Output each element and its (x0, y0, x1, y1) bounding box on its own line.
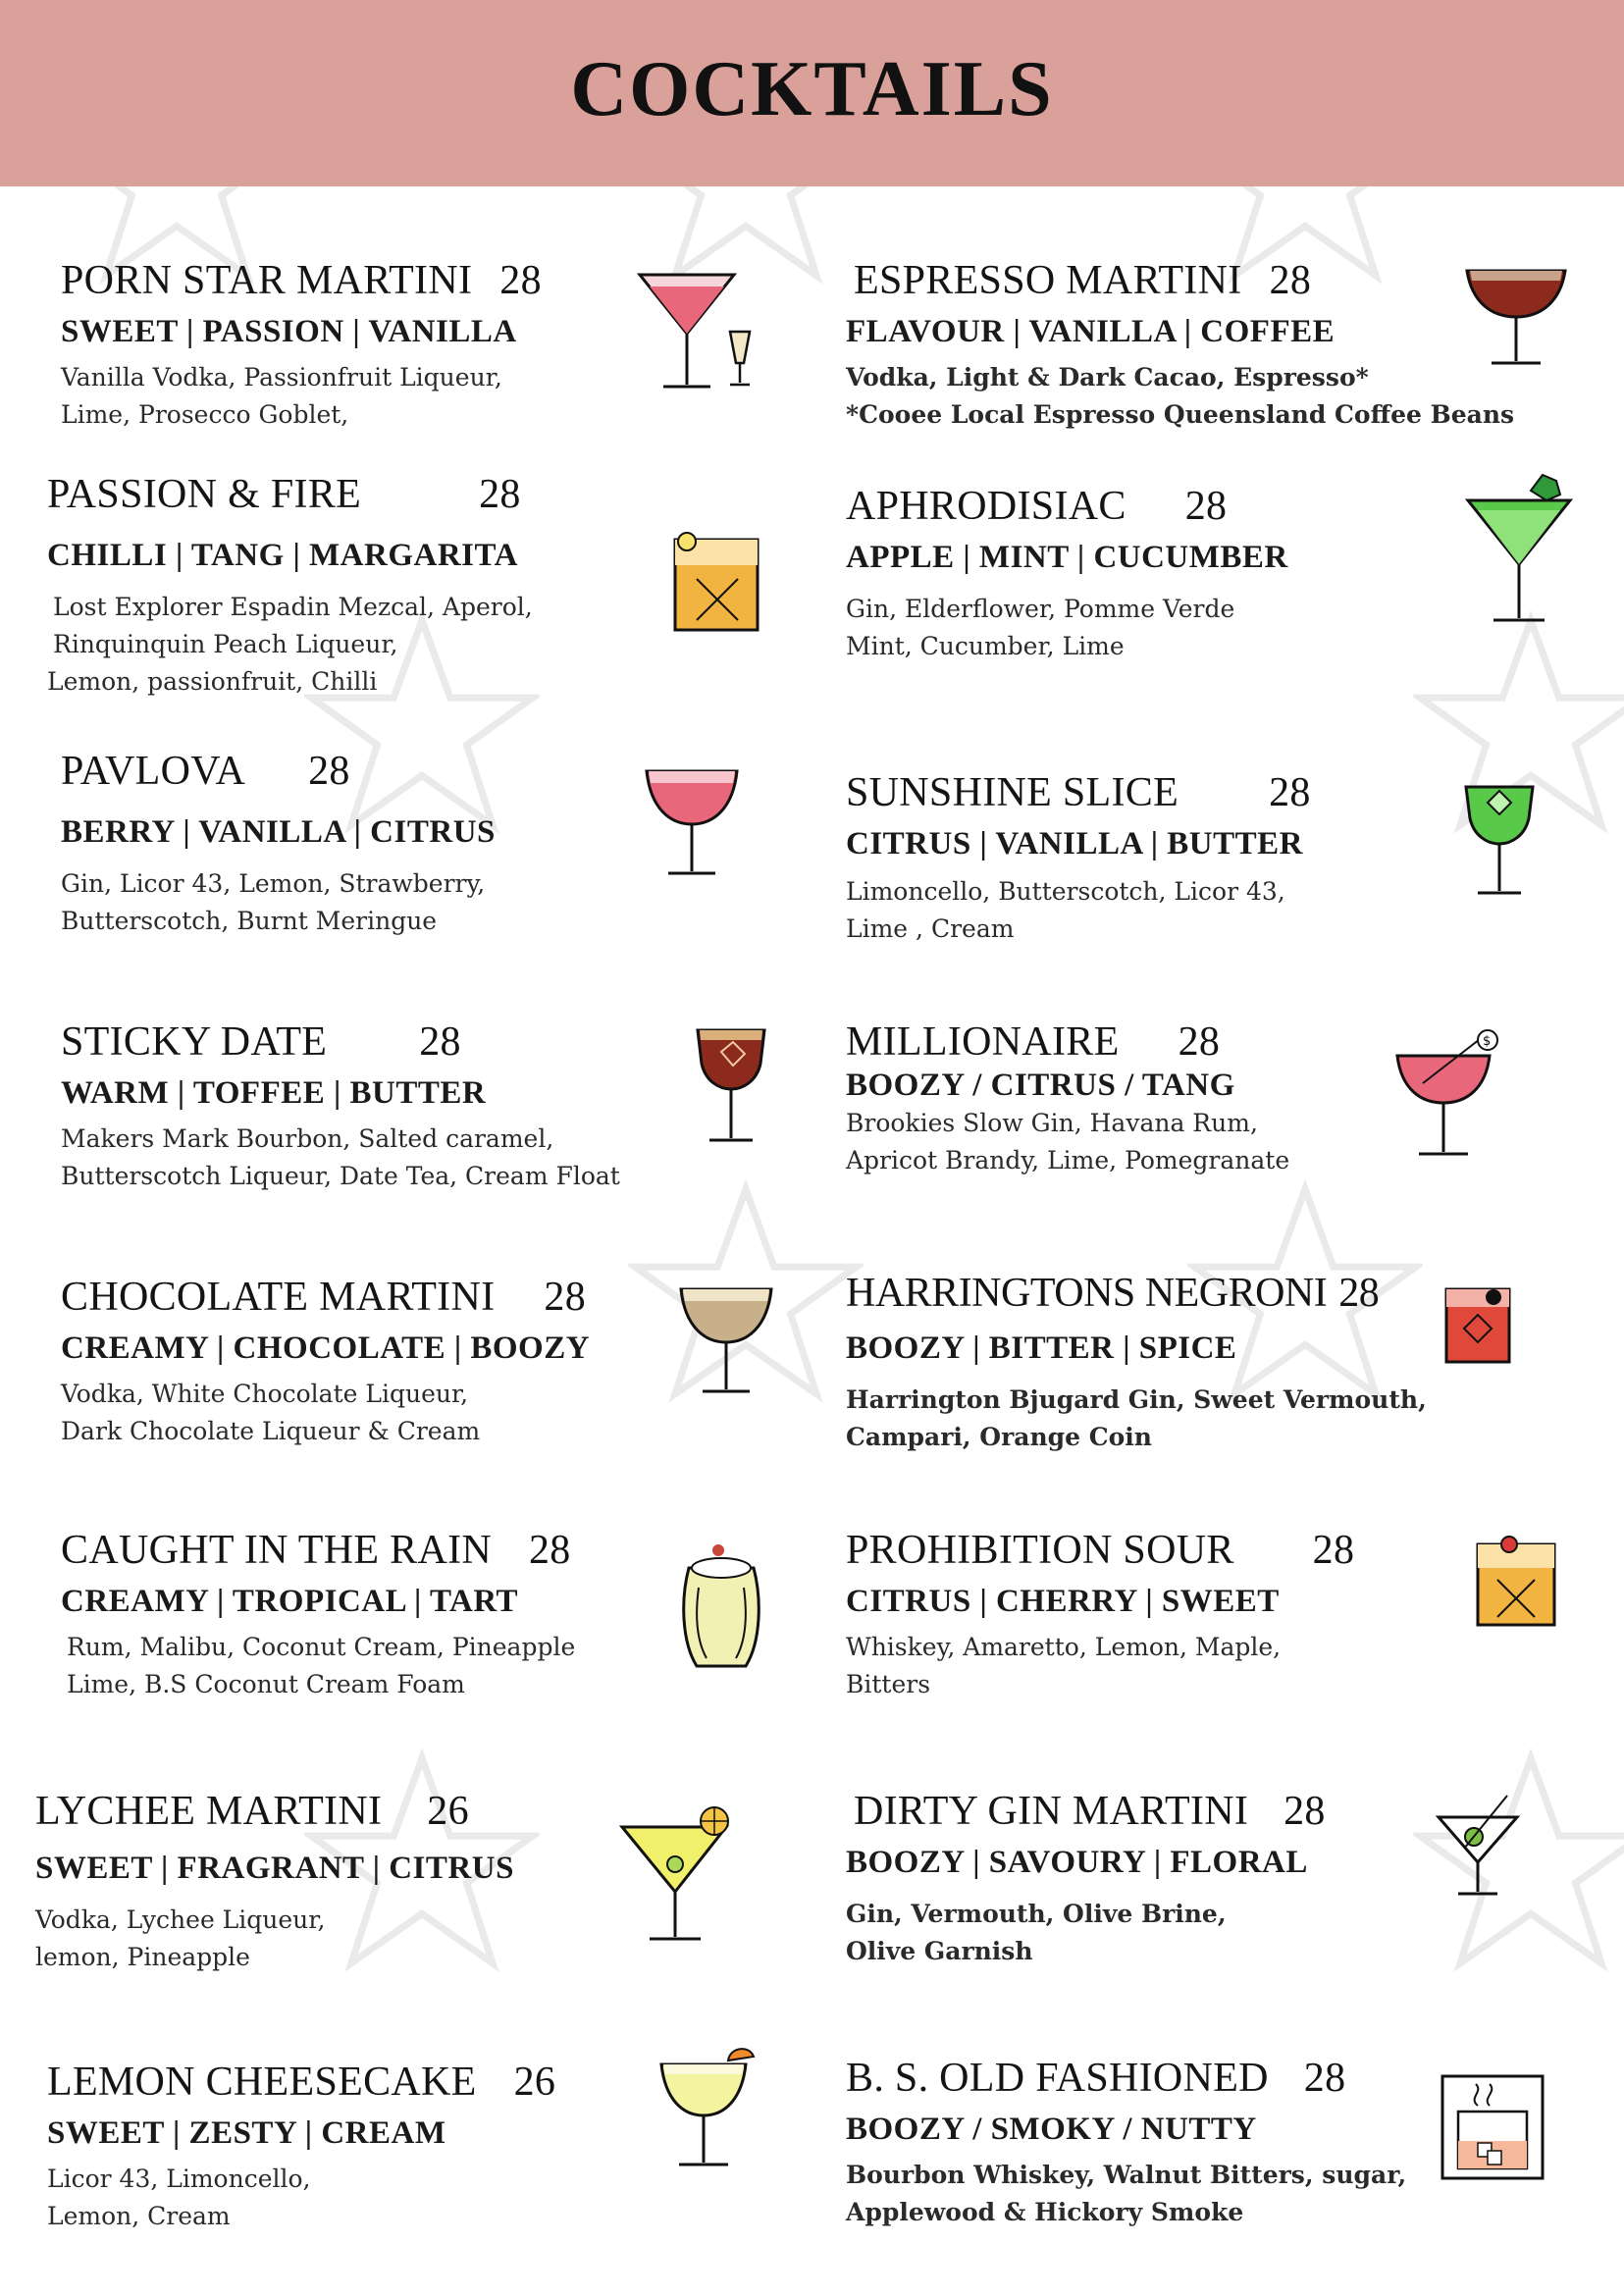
item-price: 28 (1283, 1789, 1326, 1834)
menu-item (61, 1274, 590, 1450)
item-price: 28 (479, 472, 521, 517)
item-description: Vanilla Vodka, Passionfruit Liqueur, Lime, Prosecco Goblet, (61, 363, 502, 429)
item-tags: BOOZY / CITRUS / TANG (846, 1068, 1235, 1103)
page-title: COCKTAILS (570, 46, 1054, 132)
coupe-glass-icon (677, 1281, 775, 1399)
martini-with-shot-icon (628, 265, 765, 392)
menu-item (846, 1788, 1326, 1970)
item-price: 26 (513, 2060, 556, 2105)
martini-glass-mint-icon (1462, 471, 1580, 628)
item-price: 28 (1312, 1528, 1355, 1573)
item-tags: CREAMY | CHOCOLATE | BOOZY (61, 1331, 591, 1366)
menu-item (846, 257, 1514, 434)
menu-item (846, 1527, 1354, 1703)
item-description: Gin, Elderflower, Pomme Verde Mint, Cucumber, Lime (846, 595, 1235, 660)
item-description: Gin, Licor 43, Lemon, Strawberry, Butterscotch, Burnt Meringue (61, 869, 486, 935)
menu-item (846, 1270, 1427, 1456)
martini-glass-lemon-icon (618, 1798, 736, 1945)
item-name: PORN STAR MARTINI (61, 258, 473, 303)
item-name: CAUGHT IN THE RAIN (61, 1528, 492, 1573)
item-name: PASSION & FIRE (47, 472, 362, 517)
coupe-glass-coin-icon (1393, 1026, 1501, 1164)
item-price: 28 (544, 1275, 586, 1320)
item-price: 28 (1269, 258, 1312, 303)
item-name: LEMON CHEESECAKE (47, 2060, 477, 2105)
item-price: 28 (499, 258, 542, 303)
svg-text:$: $ (1483, 1034, 1492, 1049)
item-tags: CREAMY | TROPICAL | TART (61, 1584, 519, 1619)
item-price: 28 (529, 1528, 571, 1573)
item-name: CHOCOLATE MARTINI (61, 1275, 496, 1320)
item-price: 28 (1269, 770, 1311, 815)
item-price: 28 (308, 749, 350, 794)
menu-item (846, 769, 1311, 948)
item-description: Gin, Vermouth, Olive Brine, Olive Garnish (846, 1900, 1227, 1965)
item-tags: APPLE | MINT | CUCUMBER (846, 540, 1288, 575)
item-price: 28 (1303, 2056, 1346, 2101)
item-name: APHRODISIAC (846, 484, 1126, 529)
menu-item (846, 483, 1288, 665)
menu-item (61, 748, 496, 940)
item-tags: BOOZY | BITTER | SPICE (846, 1331, 1237, 1366)
nick-and-nora-glass-icon (1460, 781, 1539, 904)
item-description: Lost Explorer Espadin Mezcal, Aperol, Rinquinquin Peach Liqueur, Lemon, passionfruit, Chilli (47, 593, 533, 696)
tiki-glass-icon (677, 1539, 765, 1676)
item-name: B. S. OLD FASHIONED (846, 2056, 1269, 2101)
item-description: Bourbon Whiskey, Walnut Bitters, sugar, Applewood & Hickory Smoke (846, 2161, 1407, 2226)
item-description: Limoncello, Butterscotch, Licor 43, Lime , Cream (846, 877, 1285, 943)
menu-item (47, 471, 533, 701)
item-description: Makers Mark Bourbon, Salted caramel, Butterscotch Liqueur, Date Tea, Cream Float (61, 1124, 620, 1190)
item-price: 28 (1338, 1271, 1380, 1316)
item-tags: SWEET | FRAGRANT | CITRUS (35, 1851, 514, 1886)
coupe-glass-orange-icon (655, 2041, 763, 2174)
item-tags: BOOZY / SMOKY / NUTTY (846, 2112, 1257, 2147)
item-description: Harrington Bjugard Gin, Sweet Vermouth, Campari, Orange Coin (846, 1385, 1427, 1451)
coupe-glass-icon (643, 763, 741, 881)
rocks-glass-ice-icon (1442, 1283, 1513, 1368)
item-description: Brookies Slow Gin, Havana Rum, Apricot Brandy, Lime, Pomegranate (846, 1109, 1290, 1174)
item-tags: SWEET | ZESTY | CREAM (47, 2115, 446, 2151)
item-tags: CITRUS | VANILLA | BUTTER (846, 826, 1303, 861)
rocks-glass-icon (667, 530, 765, 638)
item-tags: CHILLI | TANG | MARGARITA (47, 538, 518, 573)
item-name: HARRINGTONS NEGRONI (846, 1271, 1328, 1316)
martini-glass-olive-icon (1435, 1792, 1523, 1900)
item-description: Vodka, Lychee Liqueur, lemon, Pineapple (35, 1905, 326, 1971)
item-description: Vodka, White Chocolate Liqueur, Dark Chocolate Liqueur & Cream (61, 1380, 481, 1445)
menu-item (47, 2059, 555, 2235)
menu-item (61, 257, 542, 434)
menu-item (846, 1018, 1289, 1179)
item-description: Rum, Malibu, Coconut Cream, Pineapple Lime, B.S Coconut Cream Foam (67, 1633, 576, 1698)
menu-item (61, 1527, 575, 1703)
item-tags: WARM | TOFFEE | BUTTER (61, 1075, 487, 1111)
coupe-glass-icon (1462, 263, 1570, 371)
item-name: ESPRESSO MARTINI (854, 258, 1242, 303)
item-name: PAVLOVA (61, 749, 246, 794)
item-tags: FLAVOUR | VANILLA | COFFEE (846, 314, 1336, 349)
item-price: 28 (1178, 1019, 1221, 1065)
item-price: 26 (427, 1789, 469, 1834)
item-tags: SWEET | PASSION | VANILLA (61, 314, 517, 349)
item-name: DIRTY GIN MARTINI (854, 1789, 1249, 1834)
item-name: LYCHEE MARTINI (35, 1789, 383, 1834)
header-banner (0, 0, 1624, 186)
item-price: 28 (1184, 484, 1228, 529)
smoked-rocks-glass-icon (1439, 2072, 1546, 2182)
menu-item (846, 2055, 1406, 2231)
item-tags: BOOZY | SAVOURY | FLORAL (846, 1845, 1308, 1880)
item-description: Whiskey, Amaretto, Lemon, Maple, Bitters (846, 1633, 1282, 1698)
rocks-glass-cherry-icon (1472, 1533, 1560, 1631)
item-name: PROHIBITION SOUR (846, 1528, 1234, 1573)
item-description: Licor 43, Limoncello, Lemon, Cream (47, 2165, 311, 2230)
nick-and-nora-glass-icon (692, 1024, 770, 1150)
item-tags: CITRUS | CHERRY | SWEET (846, 1584, 1280, 1619)
item-description: Vodka, Light & Dark Cacao, Espresso* *Cooee Local Espresso Queensland Coffee Beans (846, 363, 1515, 429)
item-name: SUNSHINE SLICE (846, 770, 1179, 815)
item-name: STICKY DATE (61, 1019, 328, 1065)
menu-item (35, 1788, 514, 1976)
item-price: 28 (419, 1019, 461, 1065)
item-tags: BERRY | VANILLA | CITRUS (61, 814, 496, 850)
menu-item (61, 1018, 620, 1195)
item-name: MILLIONAIRE (846, 1019, 1120, 1065)
